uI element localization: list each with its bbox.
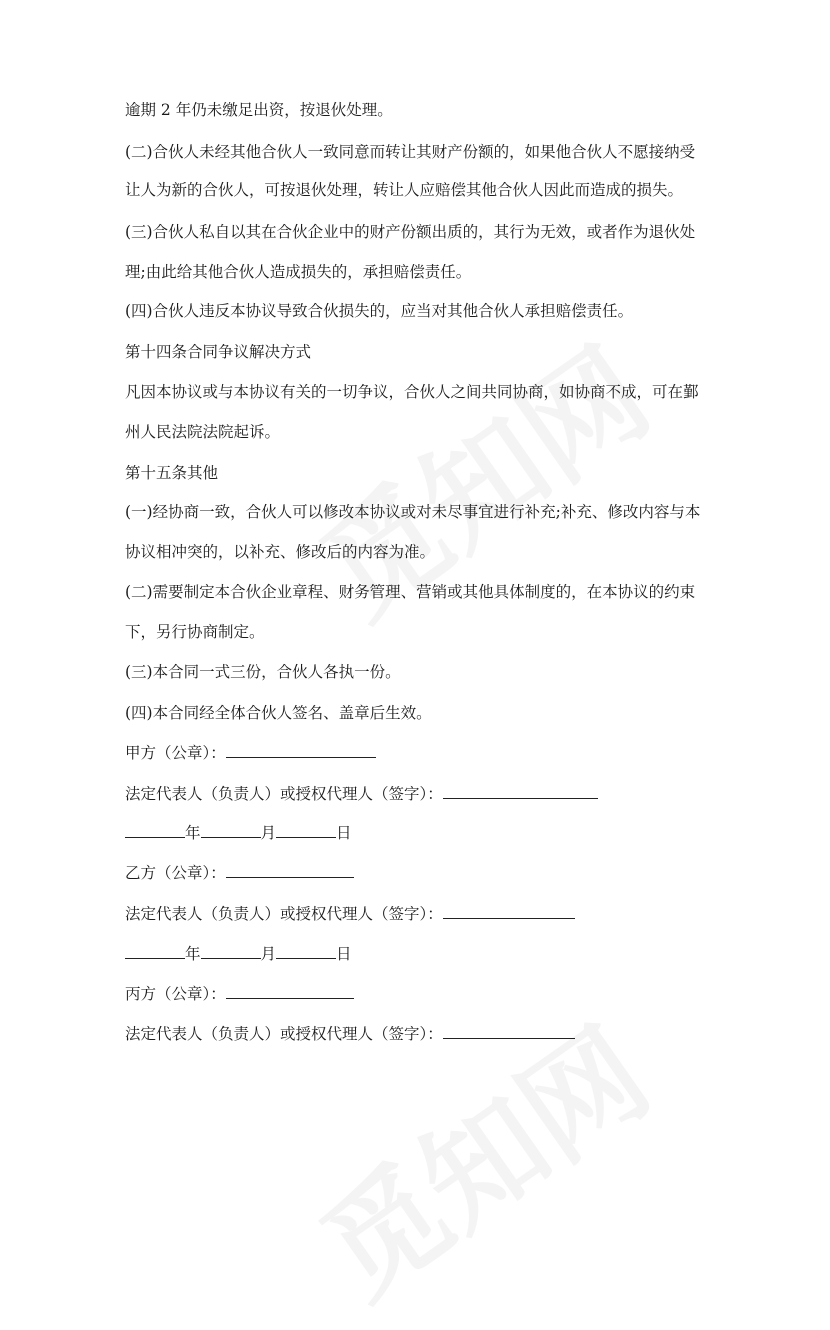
party-c-label: 丙方（公章）：: [125, 985, 226, 1003]
month-label: 月: [260, 824, 277, 842]
year-label: 年: [185, 824, 201, 842]
paragraph-line: (三)本合同一式三份，合伙人各执一份。: [125, 663, 401, 681]
paragraph-line: 凡因本协议或与本协议有关的一切争议，合伙人之间共同协商，如协商不成，可在鄞: [125, 383, 699, 401]
party-a-date-line: [125, 822, 725, 843]
rep-label: 法定代表人（负责人）或授权代理人（签字）：: [125, 905, 443, 923]
party-b-signature-blank[interactable]: [443, 903, 575, 919]
paragraph-line: 让人为新的合伙人，可按退伙处理，转让人应赔偿其他合伙人因此而造成的损失。: [125, 181, 684, 199]
party-c-seal-line: [125, 983, 725, 1004]
rep-label: 法定代表人（负责人）或授权代理人（签字）：: [125, 785, 443, 803]
paragraph-line: (二)需要制定本合伙企业章程、财务管理、营销或其他具体制度的，在本协议的约束: [125, 583, 696, 601]
party-c-signature-blank[interactable]: [443, 1023, 575, 1039]
party-a-seal-line: [125, 742, 725, 763]
section-heading: 第十四条合同争议解决方式: [125, 343, 312, 361]
paragraph-line: 协议相冲突的，以补充、修改后的内容为准。: [125, 543, 436, 561]
paragraph-line: (二)合伙人未经其他合伙人一致同意而转让其财产份额的，如果他合伙人不愿接纳受: [125, 143, 696, 161]
party-b-rep-line: [125, 903, 725, 924]
day-blank[interactable]: [276, 943, 336, 959]
party-a-label: 甲方（公章）：: [125, 744, 226, 762]
paragraph-line: 逾期 2 年仍未缴足出资，按退伙处理。: [125, 101, 393, 119]
month-blank[interactable]: [201, 943, 261, 959]
month-label: 月: [260, 945, 277, 963]
month-blank[interactable]: [201, 822, 261, 838]
year-label: 年: [185, 945, 201, 963]
party-a-seal-blank[interactable]: [226, 742, 376, 758]
party-b-label: 乙方（公章）：: [125, 864, 226, 882]
party-c-rep-line: [125, 1023, 725, 1044]
paragraph-line: 理;由此给其他合伙人造成损失的，承担赔偿责任。: [125, 263, 472, 281]
year-blank[interactable]: [125, 943, 185, 959]
rep-label: 法定代表人（负责人）或授权代理人（签字）：: [125, 1025, 443, 1043]
paragraph-line: (四)本合同经全体合伙人签名、盖章后生效。: [125, 704, 432, 722]
party-b-seal-blank[interactable]: [226, 862, 354, 878]
paragraph-line: 下，另行协商制定。: [125, 623, 265, 641]
day-blank[interactable]: [276, 822, 336, 838]
day-label: 日: [336, 824, 352, 842]
party-a-signature-blank[interactable]: [443, 783, 598, 799]
party-a-rep-line: [125, 783, 725, 804]
day-label: 日: [336, 945, 352, 963]
party-b-date-line: [125, 943, 725, 964]
paragraph-line: 州人民法院法院起诉。: [125, 423, 281, 441]
paragraph-line: (一)经协商一致，合伙人可以修改本协议或对未尽事宜进行补充;补充、修改内容与本: [125, 503, 701, 521]
section-heading: 第十五条其他: [125, 464, 219, 482]
year-blank[interactable]: [125, 822, 185, 838]
party-c-seal-blank[interactable]: [226, 983, 354, 999]
paragraph-line: (四)合伙人违反本协议导致合伙损失的，应当对其他合伙人承担赔偿责任。: [125, 302, 634, 320]
party-b-seal-line: [125, 862, 725, 883]
paragraph-line: (三)合伙人私自以其在合伙企业中的财产份额出质的，其行为无效，或者作为退伙处: [125, 223, 696, 241]
